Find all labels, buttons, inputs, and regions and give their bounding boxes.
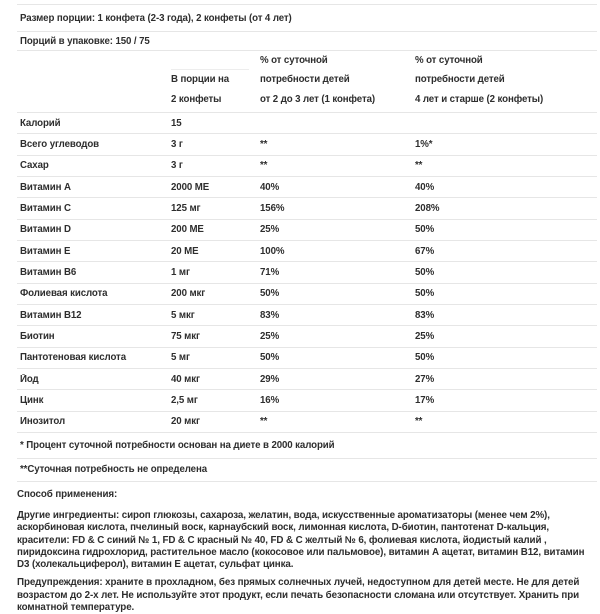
supplement-facts-table [17, 4, 597, 482]
table-header-row [17, 51, 597, 113]
dv-2-3-value: 50% [260, 288, 280, 300]
amount-value: 200 МЕ [171, 224, 204, 236]
dv-2-3-value: 25% [260, 330, 280, 342]
dv-4-plus-value: 50% [415, 288, 435, 300]
nutrient-name: Цинк [20, 394, 44, 406]
nutrient-name: Йод [20, 373, 39, 385]
directions-heading: Способ применения: [17, 488, 118, 500]
amount-value: 5 мкг [171, 309, 195, 321]
nutrient-name: Пантотеновая кислота [20, 352, 126, 364]
dv-2-3-value: 100% [260, 245, 285, 257]
footnote-not-established: **Суточная потребность не определена [20, 464, 207, 476]
nutrient-name: Всего углеводов [20, 138, 100, 150]
table-row [17, 305, 597, 326]
nutrient-name: Витамин B6 [20, 266, 77, 278]
nutrient-name: Фолиевая кислота [20, 288, 108, 300]
table-row [17, 134, 597, 155]
dv-2-3-value: 50% [260, 352, 280, 364]
table-row [17, 326, 597, 347]
servings-per-container-text: Порций в упаковке: 150 / 75 [20, 35, 150, 47]
header-dv-2-3-cell [257, 51, 412, 112]
dv-2-3-value: 29% [260, 373, 280, 385]
header-dv-4-plus-line-3: 4 лет и старше (2 конфеты) [415, 93, 544, 105]
table-row [17, 198, 597, 219]
dv-4-plus-value: 83% [415, 309, 435, 321]
nutrient-name: Витамин С [20, 202, 71, 214]
dv-4-plus-value: ** [415, 416, 423, 428]
table-row [17, 220, 597, 241]
amount-value: 40 мкг [171, 373, 200, 385]
amount-value: 20 мкг [171, 416, 200, 428]
amount-value: 20 МЕ [171, 245, 199, 257]
table-row [17, 177, 597, 198]
amount-value: 3 г [171, 160, 183, 172]
amount-value: 200 мкг [171, 288, 206, 300]
serving-size-row [17, 5, 597, 32]
footnote-row [17, 433, 597, 459]
table-row [17, 390, 597, 411]
dv-2-3-value: 71% [260, 266, 280, 278]
header-amount-line-1: В порции на [171, 74, 230, 86]
header-amount-cell [168, 69, 257, 112]
dv-2-3-value: 156% [260, 202, 285, 214]
amount-value: 3 г [171, 138, 183, 150]
amount-value: 125 мг [171, 202, 201, 214]
other-ingredients-text: Другие ингредиенты: сироп глюкозы, сахароза, желатин, вода, искусственные ароматизаторы (менее чем 2%), аскорбиновая кислота, пчелиный воск, карнаубский воск, лимонная кислота, D-биотин, пантотенат D-кальция, красители: FD & C синий № 1, FD & C красный № 40, FD & C желтый № 6, фолиевая кислота, йодистый калий , пиридоксина гидрохлорид, растительное масло (кокосовое или пальмовое), витамин А ацетат, витамин B12, витамин D3 (холекальциферол), витамин Е ацетат, сульфат цинка. [17, 509, 585, 571]
amount-value: 1 мг [171, 266, 190, 278]
dv-4-plus-value: 67% [415, 245, 435, 257]
table-row [17, 348, 597, 369]
nutrient-name: Инозитол [20, 416, 66, 428]
table-row [17, 156, 597, 177]
table-row [17, 262, 597, 283]
dv-2-3-value: 25% [260, 224, 280, 236]
dv-2-3-value: 40% [260, 181, 280, 193]
amount-value: 15 [171, 117, 182, 129]
amount-value: 2,5 мг [171, 394, 198, 406]
nutrient-name: Калорий [20, 117, 61, 129]
table-row [17, 241, 597, 262]
table-row [17, 369, 597, 390]
servings-per-container-row [17, 32, 597, 51]
nutrient-name: Витамин Е [20, 245, 71, 257]
header-dv-2-3-line-2: потребности детей [260, 74, 350, 86]
dv-2-3-value: 83% [260, 309, 280, 321]
dv-4-plus-value: 50% [415, 266, 435, 278]
header-amount-line-2: 2 конфеты [171, 93, 222, 105]
footnote-daily-value: * Процент суточной потребности основан на диете в 2000 калорий [20, 439, 335, 451]
dv-2-3-value: ** [260, 416, 268, 428]
table-row [17, 113, 597, 134]
footnote-row [17, 459, 597, 482]
warnings-text: Предупреждения: храните в прохладном, без прямых солнечных лучей, недоступном для детей месте. Не для детей возрастом до 2-х лет. Не используйте этот продукт, если печать безопасности сломана или отсутствует. Хранить при комнатной температуре. [17, 577, 580, 613]
dv-4-plus-value: 17% [415, 394, 435, 406]
nutrient-name: Витамин D [20, 224, 71, 236]
supplement-facts-panel [17, 0, 597, 614]
dv-4-plus-value: 27% [415, 373, 435, 385]
dv-4-plus-value: 40% [415, 181, 435, 193]
header-dv-4-plus-line-2: потребности детей [415, 74, 505, 86]
amount-value: 5 мг [171, 352, 190, 364]
dv-4-plus-value: 50% [415, 352, 435, 364]
dv-4-plus-value: 1%* [415, 138, 433, 150]
nutrient-name: Витамин B12 [20, 309, 82, 321]
serving-size-text: Размер порции: 1 конфета (2-3 года), 2 конфеты (от 4 лет) [20, 12, 292, 24]
header-dv-4-plus-cell [412, 51, 597, 112]
header-dv-2-3-line-1: % от суточной [260, 55, 328, 67]
header-dv-4-plus-line-1: % от суточной [415, 55, 483, 67]
amount-value: 75 мкг [171, 330, 200, 342]
table-row [17, 284, 597, 305]
header-dv-2-3-line-3: от 2 до 3 лет (1 конфета) [260, 93, 376, 105]
nutrient-name: Биотин [20, 330, 55, 342]
dv-4-plus-value: ** [415, 160, 423, 172]
table-row [17, 412, 597, 433]
dv-4-plus-value: 50% [415, 224, 435, 236]
dv-2-3-value: ** [260, 160, 268, 172]
amount-value: 2000 МЕ [171, 181, 210, 193]
dv-2-3-value: 16% [260, 394, 280, 406]
dv-2-3-value: ** [260, 138, 268, 150]
nutrient-name: Сахар [20, 160, 49, 172]
dv-4-plus-value: 25% [415, 330, 435, 342]
dv-4-plus-value: 208% [415, 202, 440, 214]
nutrient-name: Витамин А [20, 181, 71, 193]
